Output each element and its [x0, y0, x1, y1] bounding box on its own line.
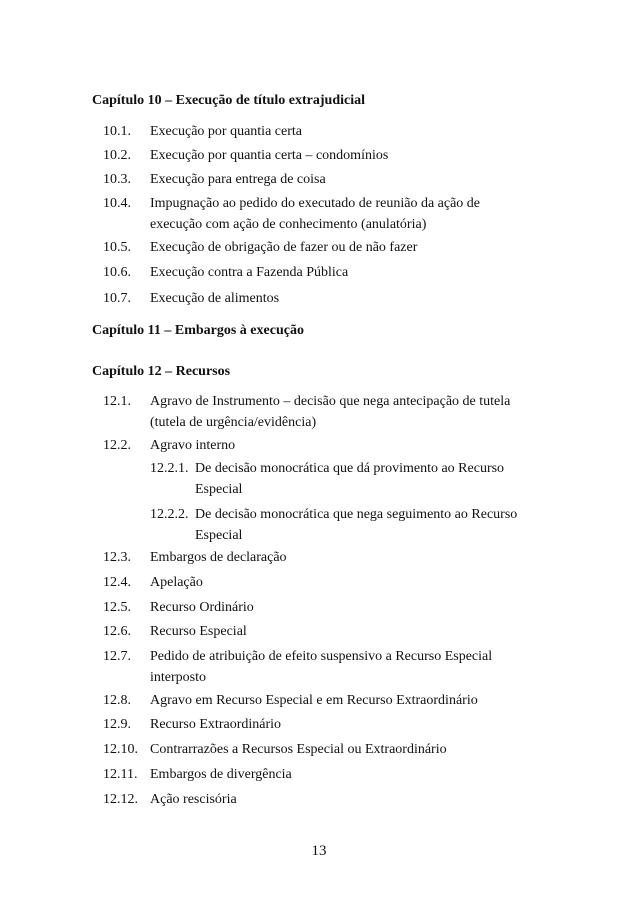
toc-entry-number: 10.2.: [103, 148, 131, 163]
toc-entry-number: 12.5.: [103, 600, 131, 615]
toc-entry-text: Execução contra a Fazenda Pública: [150, 265, 349, 280]
toc-entry-number: 12.7.: [103, 649, 131, 664]
toc-entry-text: Recurso Especial: [150, 624, 247, 639]
toc-entry-text: Agravo de Instrumento – decisão que nega antecipação de tutela: [150, 394, 511, 409]
toc-entry-text-continuation: interposto: [150, 670, 206, 685]
toc-entry-number: 12.1.: [103, 394, 131, 409]
toc-entry-text: Agravo interno: [150, 438, 236, 453]
toc-entry-12-8: [103, 689, 563, 712]
toc-entry-12-9: [103, 713, 563, 736]
toc-subentry-12-2-1: [150, 457, 570, 503]
toc-entry-12-2: [103, 434, 563, 457]
toc-entry-12-10: [103, 738, 563, 761]
toc-entry-10-6: [103, 261, 543, 284]
toc-entry-12-1: [103, 390, 563, 436]
toc-entry-10-7: [103, 287, 543, 310]
toc-entry-number: 12.12.: [103, 792, 138, 807]
toc-entry-text-continuation: Especial: [195, 528, 243, 543]
toc-entry-text: Pedido de atribuição de efeito suspensivo a Recurso Especial: [150, 649, 493, 664]
toc-entry-text: Apelação: [150, 575, 203, 590]
toc-entry-text-continuation: execução com ação de conhecimento (anulatória): [150, 217, 427, 232]
toc-entry-text: Embargos de divergência: [150, 767, 292, 782]
toc-entry-10-2: [103, 144, 543, 167]
toc-subentry-12-2-2: [150, 503, 570, 549]
toc-entry-text: Execução de obrigação de fazer ou de não fazer: [150, 240, 418, 255]
toc-entry-12-4: [103, 571, 563, 594]
toc-entry-text: Contrarrazões a Recursos Especial ou Extraordinário: [150, 742, 447, 757]
toc-entry-number: 10.7.: [103, 291, 131, 306]
toc-entry-number: 12.3.: [103, 550, 131, 565]
toc-entry-text: Recurso Ordinário: [150, 600, 254, 615]
toc-entry-text: Execução por quantia certa – condomínios: [150, 148, 389, 163]
chapter-11-title: Capítulo 11 – Embargos à execução: [92, 323, 304, 338]
toc-entry-number: 12.2.1.: [150, 461, 189, 476]
toc-entry-12-12: [103, 788, 563, 811]
toc-entry-number: 12.2.2.: [150, 507, 189, 522]
chapter-10-title: Capítulo 10 – Execução de título extrajudicial: [92, 93, 365, 108]
toc-entry-number: 12.2.: [103, 438, 131, 453]
toc-entry-text: Ação rescisória: [150, 792, 237, 807]
toc-entry-text: Agravo em Recurso Especial e em Recurso Extraordinário: [150, 693, 478, 708]
toc-entry-10-3: [103, 168, 543, 191]
toc-entry-number: 12.10.: [103, 742, 138, 757]
toc-entry-12-5: [103, 596, 563, 619]
toc-entry-number: 10.6.: [103, 265, 131, 280]
toc-entry-text: Impugnação ao pedido do executado de reunião da ação de: [150, 196, 481, 211]
toc-entry-number: 10.5.: [103, 240, 131, 255]
toc-entry-number: 10.1.: [103, 124, 131, 139]
toc-entry-text-continuation: Especial: [195, 482, 243, 497]
toc-entry-number: 12.8.: [103, 693, 131, 708]
toc-entry-text: Embargos de declaração: [150, 550, 287, 565]
toc-entry-10-5: [103, 236, 543, 259]
toc-entry-number: 12.9.: [103, 717, 131, 732]
toc-entry-text: De decisão monocrática que nega seguimento ao Recurso: [195, 507, 518, 522]
toc-entry-number: 12.11.: [103, 767, 138, 782]
toc-entry-number: 10.4.: [103, 196, 131, 211]
toc-entry-text: De decisão monocrática que dá provimento ao Recurso: [195, 461, 505, 476]
toc-entry-12-7: [103, 645, 563, 691]
toc-entry-10-1: [103, 120, 543, 143]
toc-entry-10-4: [103, 192, 543, 238]
toc-entry-12-11: [103, 763, 563, 786]
toc-entry-number: 12.4.: [103, 575, 131, 590]
chapter-12-title: Capítulo 12 – Recursos: [92, 364, 231, 379]
toc-entry-number: 12.6.: [103, 624, 131, 639]
toc-entry-text: Execução por quantia certa: [150, 124, 302, 139]
toc-entry-12-3: [103, 546, 563, 569]
toc-entry-text: Execução de alimentos: [150, 291, 280, 306]
toc-entry-text-continuation: (tutela de urgência/evidência): [150, 415, 317, 430]
toc-entry-12-6: [103, 620, 563, 643]
toc-entry-text: Execução para entrega de coisa: [150, 172, 326, 187]
toc-entry-number: 10.3.: [103, 172, 131, 187]
toc-entry-text: Recurso Extraordinário: [150, 717, 282, 732]
page-number: 13: [311, 843, 327, 859]
